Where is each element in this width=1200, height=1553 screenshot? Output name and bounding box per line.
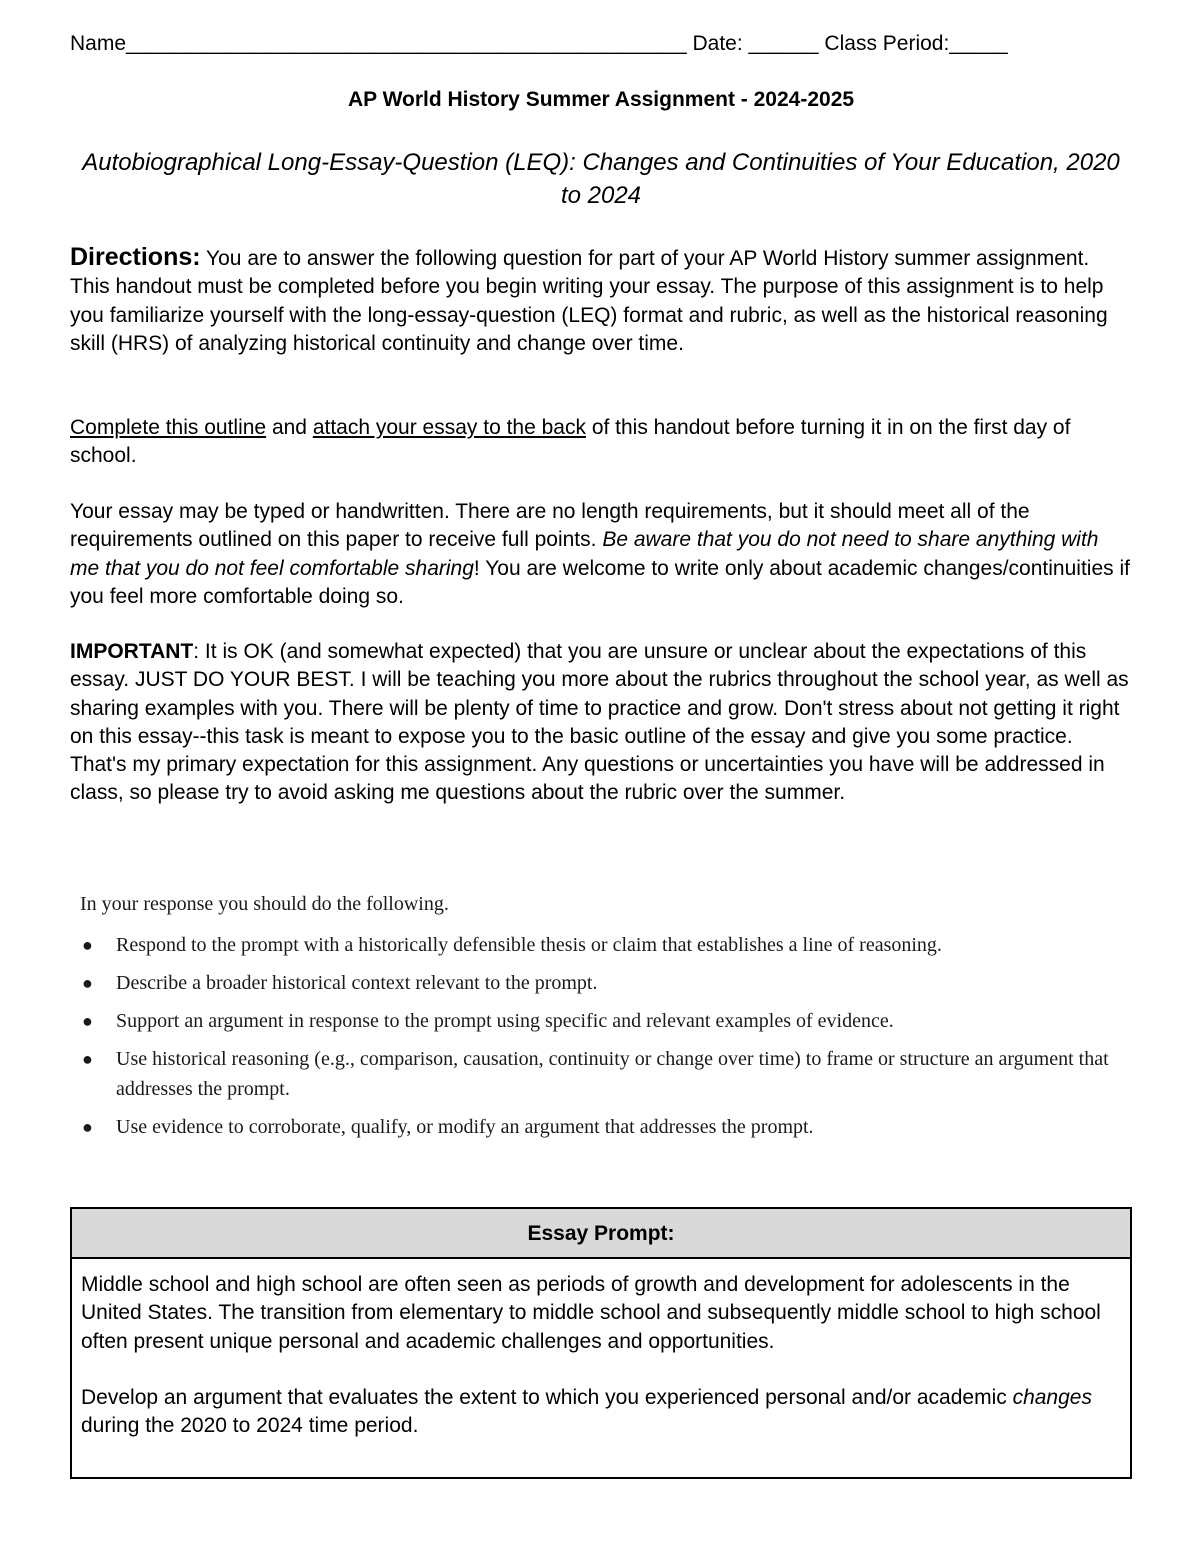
comfort-note: Be aware that you do not need to share anything with me that you do not feel comfortable sharing: [70, 528, 1099, 580]
rubric-item-text: Describe a broader historical context relevant to the prompt.: [116, 972, 598, 994]
important-label: IMPORTANT: [70, 640, 194, 663]
class-period-blank[interactable]: _____: [949, 32, 1008, 55]
directions-text: You are to answer the following question for part of your AP World History summer assignment. This handout must be completed before you begin writing your essay. The purpose of this assignment is to help you familiarize yourself with the long-essay-question (LEQ) format and rubric, as well as the historical reasoning skill (HRS) of analyzing historical continuity and change over time.: [70, 247, 1108, 355]
rubric-intro: In your response you should do the following.: [80, 893, 449, 915]
rubric-item-text: Use historical reasoning (e.g., comparison, causation, continuity or change over time) to frame or structure an argument that addresses the prompt.: [116, 1048, 1109, 1100]
directions-paragraph: [70, 243, 1132, 358]
list-item: [80, 968, 1132, 998]
list-item: [80, 930, 1132, 960]
prompt-text: Develop an argument that evaluates the extent to which you experienced personal and/or academic: [81, 1385, 1013, 1409]
list-item: [80, 1112, 1132, 1142]
complete-rest: of this handout before turning it in on the first day of school.: [70, 416, 1071, 468]
assignment-title: AP World History Summer Assignment - 2024-2025: [347, 88, 855, 111]
prompt-paragraph-1: Middle school and high school are often seen as periods of growth and development for adolescents in the United States. The transition from elementary to middle school and subsequently middle school to high school often present unique personal and academic challenges and opportunities.: [81, 1273, 1101, 1353]
complete-outline-paragraph: [70, 414, 1132, 471]
bullet-icon: ●: [82, 1117, 93, 1137]
prompt-text-end: during the 2020 to 2024 time period.: [81, 1414, 419, 1438]
bullet-icon: ●: [82, 1049, 93, 1069]
directions-label: Directions:: [70, 243, 201, 271]
essay-format-text: Your essay may be typed or handwritten. There are no length requirements, but it should meet all of the requirements outlined on this paper to receive full points.: [70, 500, 1030, 552]
essay-prompt-header: Essay Prompt:: [72, 1209, 1130, 1259]
rubric-item-text: Respond to the prompt with a historically defensible thesis or claim that establishes a line of reasoning.: [116, 934, 942, 956]
rubric-item-text: Use evidence to corroborate, qualify, or modify an argument that addresses the prompt.: [116, 1116, 814, 1138]
essay-format-paragraph: [70, 498, 1132, 611]
assignment-subtitle: Autobiographical Long-Essay-Question (LEQ): Changes and Continuities of Your Education, 2020 to 2024: [82, 149, 1120, 209]
essay-prompt-box: [70, 1207, 1132, 1479]
date-blank[interactable]: ______: [748, 32, 819, 55]
rubric-item-text: Support an argument in response to the prompt using specific and relevant examples of evidence.: [116, 1010, 894, 1032]
list-item: [80, 1006, 1132, 1036]
list-item: [80, 1044, 1132, 1104]
essay-format-rest: ! You are welcome to write only about academic changes/continuities if you feel more comfortable doing so.: [70, 556, 1130, 608]
bullet-icon: ●: [82, 973, 93, 993]
student-info-line: [70, 30, 1132, 58]
complete-outline-text: Complete this outline: [70, 416, 267, 439]
name-blank[interactable]: ________________________________________________: [126, 32, 687, 55]
prompt-paragraph-2: [81, 1384, 1120, 1441]
complete-connector: and: [266, 416, 313, 439]
class-period-label: Class Period:: [818, 32, 950, 55]
important-paragraph: [70, 638, 1132, 808]
essay-prompt-body: [72, 1259, 1130, 1440]
name-label: Name: [70, 32, 127, 55]
attach-essay-text: attach your essay to the back: [312, 416, 586, 439]
rubric-excerpt: [80, 890, 1132, 1150]
important-text: : It is OK (and somewhat expected) that you are unsure or unclear about the expectations of this essay. JUST DO YOUR BEST. I will be teaching you more about the rubrics throughout the school year, as well as sharing examples with you. There will be plenty of time to practice and grow. Don't stress about not getting it right on this essay--this task is meant to expose you to the basic outline of the essay and give you some practice. That's my primary expectation for this assignment. Any questions or uncertainties you have will be addressed in class, so please try to avoid asking me questions about the rubric over the summer.: [70, 640, 1129, 805]
bullet-icon: ●: [82, 935, 93, 955]
date-label: Date:: [686, 32, 749, 55]
changes-emphasis: changes: [1012, 1385, 1092, 1409]
rubric-list: [80, 930, 1132, 1142]
bullet-icon: ●: [82, 1011, 93, 1031]
